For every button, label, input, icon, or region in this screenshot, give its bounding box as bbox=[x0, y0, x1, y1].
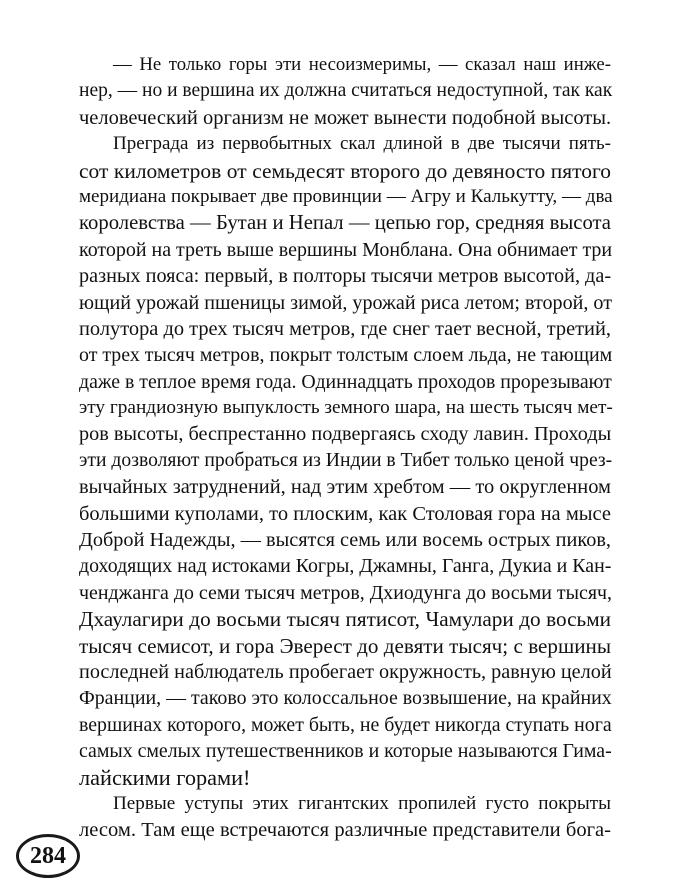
text-line: даже в теплое время года. Одиннадцать проходов прорезывают bbox=[79, 370, 612, 393]
text-line: — Не только горы эти несоизмеримы, — сказал наш инже- bbox=[113, 54, 611, 75]
text-line: ченджанга до семи тысяч метров, Дхиодунга до восьми тысяч, bbox=[79, 581, 612, 604]
text-line: полутора до трех тысяч метров, где снег тает весной, третий, bbox=[79, 317, 611, 340]
page-number: 284 bbox=[30, 842, 66, 869]
text-line: человеческий организм не может вынести подобной высоты. bbox=[79, 106, 612, 129]
text-line: королевства — Бутан и Непал — цепью гор, средняя высота bbox=[79, 212, 611, 235]
text-line: доходящих над истоками Когры, Джамны, Ганга, Дукиа и Кан- bbox=[79, 555, 612, 578]
text-line: нер, — но и вершина их должна считаться недоступной, так как bbox=[79, 80, 613, 102]
text-line: тысяч семисот, и гора Эверест до девяти тысяч; с вершины bbox=[79, 633, 611, 658]
text-line: Доброй Надежды, — высятся семь или восемь острых пиков, bbox=[79, 529, 611, 552]
text-line: ющий урожай пшеницы зимой, урожай риса летом; второй, от bbox=[79, 291, 612, 314]
text-line: Франции, — таково это колоссальное возвышение, на крайних bbox=[79, 687, 612, 710]
text-line: большими куполами, то плоским, как Столовая гора на мысе bbox=[79, 502, 611, 525]
text-line: от трех тысяч метров, покрыт толстым слоем льда, не тающим bbox=[79, 344, 613, 367]
text-line: эту грандиозную выпуклость земного шара, на шесть тысяч мет- bbox=[79, 397, 613, 419]
text-line: лесом. Там еще встречаются различные представители бога- bbox=[79, 819, 611, 842]
text-line: Преграда из первобытных скал длиной в две тысячи пять- bbox=[113, 133, 611, 155]
text-line: самых смелых путешественников и которые называются Гима- bbox=[79, 740, 612, 763]
page-number-badge bbox=[16, 834, 80, 878]
text-line: ров высоты, беспрестанно подвергаясь сходу лавин. Проходы bbox=[79, 423, 612, 446]
text-line: Первые уступы этих гигантских пропилей густо покрыты bbox=[113, 792, 611, 814]
text-line: последней наблюдатель пробегает окружность, равную целой bbox=[79, 660, 612, 683]
text-line: меридиана покрывает две провинции — Агру и Калькутту, — два bbox=[79, 185, 613, 207]
body-text bbox=[43, 52, 611, 844]
text-line: вершинах которого, может быть, не будет никогда ступать нога bbox=[79, 713, 612, 736]
text-line: разных пояса: первый, в полторы тысячи метров высотой, да- bbox=[79, 265, 612, 288]
paragraph-3 bbox=[43, 791, 611, 844]
text-line: которой на треть выше вершины Монблана. Она обнимает три bbox=[79, 238, 613, 261]
text-line: вычайных затруднений, над этим хребтом — то округленном bbox=[79, 476, 611, 499]
text-line: эти дозволяют пробраться из Индии в Тибет только ценой чрез- bbox=[79, 449, 613, 471]
text-line: сот километров от семьдесят второго до девяносто пятого bbox=[79, 158, 611, 183]
text-line: лайскими горами! bbox=[79, 764, 251, 790]
paragraph-1 bbox=[43, 52, 611, 131]
paragraph-2 bbox=[43, 131, 611, 791]
text-line: Дхаулагири до восьми тысяч пятисот, Чамулари до восьми bbox=[79, 607, 611, 632]
